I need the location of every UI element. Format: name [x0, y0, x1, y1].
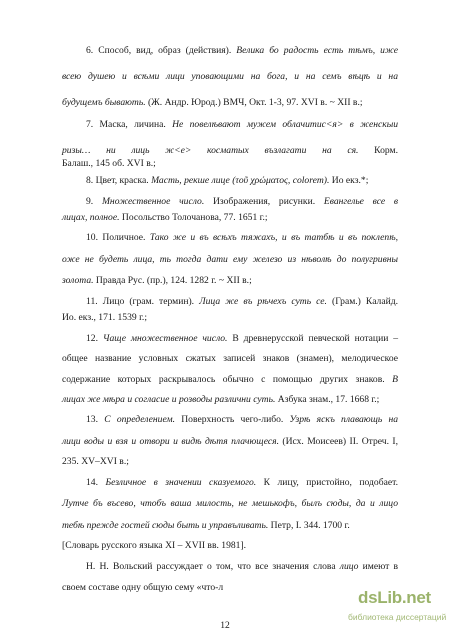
italic-text: оже не будеть лица, ть тогда дати ему железо из нѣволѣ до полугривны — [62, 254, 398, 265]
italic-text: ризы… ни лиць ж<е> косматых възлагати на ся. — [62, 145, 359, 156]
text-line — [86, 476, 398, 489]
text-line — [62, 393, 398, 406]
text-line — [62, 144, 398, 157]
text-line — [86, 44, 398, 57]
text-line — [62, 435, 398, 448]
text-line — [62, 519, 398, 532]
italic-text: Не повелѣвают мужем облачитис<я> в женскыи — [172, 119, 398, 130]
italic-text: лицах, полное. — [62, 212, 120, 223]
text-line — [86, 332, 398, 345]
text-line — [86, 174, 398, 187]
text-line — [62, 96, 398, 109]
page-number: 12 — [220, 620, 230, 631]
italic-text: В — [392, 374, 398, 385]
italic-text: тебѣ прежде гостей сюды быть и управъливать. — [62, 520, 269, 531]
text-line — [62, 253, 398, 266]
text-segment: Азбука знам., 17. 1668 г.; — [275, 394, 380, 405]
italic-text: Множественное число. — [101, 196, 205, 207]
text-line — [62, 311, 398, 324]
italic-text: лицо — [339, 561, 359, 572]
text-segment: Посольство Толочанова, 77. 1651 г.; — [119, 212, 268, 223]
italic-text: Велика бо радость есть тѣмъ, иже — [236, 45, 398, 56]
text-segment: 10. Поличное. — [86, 232, 150, 243]
italic-text: Масть, рекше лице (τοῦ χρώματος, colorem). — [151, 175, 330, 186]
text-line — [62, 70, 398, 83]
text-segment: [Словарь русского языка XI – XVII вв. 1981]. — [62, 540, 247, 551]
text-line — [86, 231, 398, 244]
text-line — [86, 560, 398, 573]
italic-text: Безличное в значении сказуемого. — [105, 477, 257, 488]
text-line — [62, 157, 398, 170]
text-line — [62, 373, 398, 386]
text-segment: 12. — [86, 333, 103, 344]
text-line — [62, 211, 398, 224]
text-line — [86, 118, 398, 131]
italic-text: лицах же мѣра и согласие и розводы различни суть. — [62, 394, 276, 405]
text-segment: 11. Лицо (грам. термин). — [86, 296, 200, 307]
text-segment: (Грам.) Калайд. — [326, 296, 398, 307]
italic-text: Чаще множественное число. — [102, 333, 228, 344]
italic-text: Евангелье все в — [323, 196, 399, 207]
text-segment: Изображения, рисунки. — [204, 196, 324, 207]
italic-text: Лутче бъ въсево, чтобъ ваша милость, не мешькофъ, былъ сюды, да и лицо — [62, 498, 398, 509]
text-segment: 9. — [86, 196, 102, 207]
text-segment: 6. Способ, вид, образ (действия). — [86, 45, 237, 56]
text-segment: 7. Маска, личина. — [86, 119, 173, 130]
text-segment: Ио. екз., 171. 1539 г.; — [62, 312, 147, 323]
text-line — [62, 274, 398, 287]
text-segment: Петр, I. 344. 1700 г. — [268, 520, 350, 531]
text-segment: имеют в — [358, 561, 399, 572]
italic-text: Лица же въ рѣчехъ суть се. — [199, 296, 327, 307]
text-segment: К лицу, пристойно, подобает. — [256, 477, 398, 488]
text-segment: Поверхность чего-либо. — [175, 414, 290, 425]
text-segment: В древнерусской певческой нотации – — [227, 333, 399, 344]
italic-text: золота. — [62, 275, 94, 286]
italic-text: будущемъ бывають. — [62, 97, 146, 108]
text-segment: своем составе одну общую сему «что-л — [62, 582, 224, 593]
italic-text: лици воды и взя и отвори и видѣ дѣтя плачющеся. — [62, 436, 279, 447]
italic-text: С определением. — [104, 414, 176, 425]
italic-text: Узрѣ яскъ плавающь на — [289, 414, 399, 425]
text-segment: Правда Рус. (пр.), 124. 1282 г. ~ XII в.; — [93, 275, 252, 286]
text-line — [62, 539, 398, 552]
text-segment: 8. Цвет, краска. — [86, 175, 152, 186]
text-segment: 235. XV–XVI в.; — [62, 456, 129, 467]
text-segment: Н. Н. Вольский рассуждает о том, что все значения слова — [86, 561, 340, 572]
text-line — [86, 295, 398, 308]
text-segment: содержание которых раскрывалось обычно с помощью других знаков. — [62, 374, 393, 385]
watermark-logo: dsLib.net — [358, 588, 431, 607]
italic-text: всею душею и всѣми лици уповающими на бога, и на семъ вѣцѣ и на — [62, 71, 398, 82]
text-segment: (Ж. Андр. Юрод.) ВМЧ, Окт. 1-3, 97. XVI в. ~ XII в.; — [145, 97, 363, 108]
text-line — [62, 497, 398, 510]
text-segment: 14. — [86, 477, 106, 488]
text-line — [86, 195, 398, 208]
text-line — [62, 455, 398, 468]
text-segment: общее название условных сжатых записей знаков (знамен), мелодическое — [62, 353, 398, 364]
italic-text: Тако же и въ всѣхъ тяжахъ, и въ татбѣ и въ поклепѣ, — [149, 232, 399, 243]
text-segment: Корм. — [358, 145, 398, 156]
text-line — [62, 581, 398, 594]
text-segment: (Исх. Моисеев) II. Отреч. I, — [278, 436, 398, 447]
text-segment: 13. — [86, 414, 105, 425]
watermark-subtitle: библиотека диссертаций — [348, 612, 447, 622]
text-line — [86, 413, 398, 426]
text-line — [62, 352, 398, 365]
text-segment: Балаш., 145 об. XVI в.; — [62, 158, 156, 169]
text-segment: Ио екз.*; — [329, 175, 369, 186]
